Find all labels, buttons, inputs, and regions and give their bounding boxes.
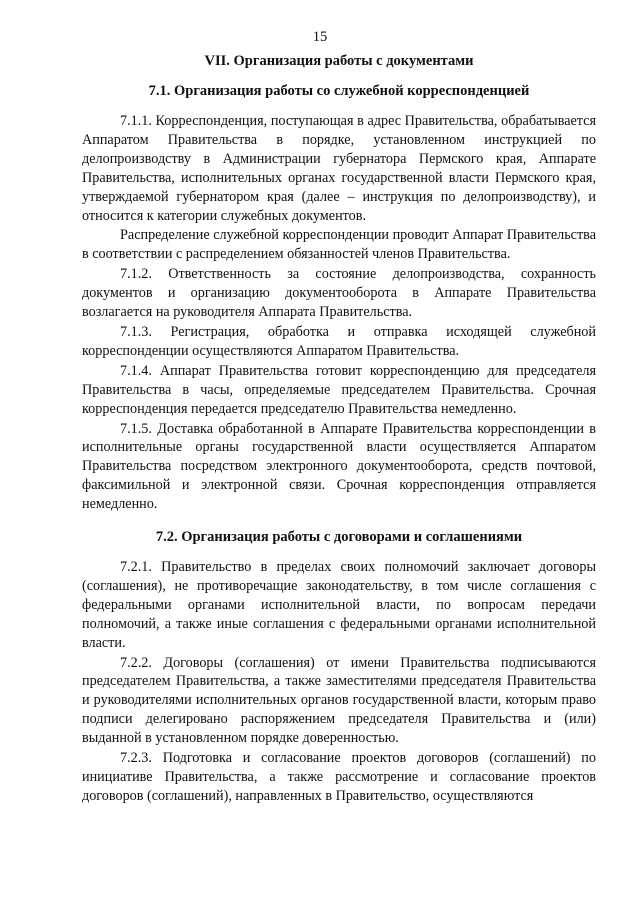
paragraph-7-1-4: 7.1.4. Аппарат Правительства готовит корреспонденцию для председателя Правительства в часы, определяемые председателем Правительства. Срочная корреспонденция передается председателю Правительства немедленно. xyxy=(82,362,596,417)
paragraph-7-2-2: 7.2.2. Договоры (соглашения) от имени Правительства подписываются председателем Правительства, а также заместителями председателя Правительства и руководителями исполнительных органов государственной власти, которым право подписи делегировано распоряжением председателя Правительства и (или) выданной в установленном порядке доверенностью. xyxy=(82,654,596,747)
paragraph-7-2-1: 7.2.1. Правительство в пределах своих полномочий заключает договоры (соглашения), не противоречащие законодательству, в том числе соглашения с федеральными органами исполнительной власти, по вопросам передачи полномочий, а также иные соглашения с федеральными органами исполнительной власти. xyxy=(82,559,596,651)
page-number: 15 xyxy=(312,29,328,45)
paragraph-7-1-2: 7.1.2. Ответственность за состояние делопроизводства, сохранность документов и организацию документооборота в Аппарате Правительства возлагается на руководителя Аппарата Правительства. xyxy=(82,266,596,321)
paragraph-7-1-3: 7.1.3. Регистрация, обработка и отправка исходящей служебной корреспонденции осуществляются Аппаратом Правительства. xyxy=(82,323,596,359)
page-content xyxy=(82,52,596,807)
paragraph-7-2-3: 7.2.3. Подготовка и согласование проектов договоров (соглашений) по инициативе Правительства, а также рассмотрение и согласование проектов договоров (соглашений), направленных в Правительство, осуществляются xyxy=(82,750,596,804)
subsection-title-7-1: 7.1. Организация работы со служебной корреспонденцией xyxy=(148,83,530,99)
subsection-title-7-2: 7.2. Организация работы с договорами и соглашениями xyxy=(155,529,523,546)
section-title: VII. Организация работы с документами xyxy=(204,53,474,69)
paragraph-7-1-5: 7.1.5. Доставка обработанной в Аппарате Правительства корреспонденции в исполнительные органы государственной власти осуществляется Аппаратом Правительства посредством электронного документооборота, средств почтовой, факсимильной и электронной связи. Срочная корреспонденция отправляется немедленно. xyxy=(82,420,596,513)
paragraph-7-1-1: 7.1.1. Корреспонденция, поступающая в адрес Правительства, обрабатывается Аппаратом Правительства в порядке, установленном инструкцией по делопроизводству в Администрации губернатора Пермского края, Аппарате Правительства, исполнительных органах государственной власти Пермского края, утверждаемой губернатором края (далее – инструкция по делопроизводству), и относится к категории служебных документов. xyxy=(82,113,596,224)
paragraph-distribution: Распределение служебной корреспонденции проводит Аппарат Правительства в соответствии с распределением обязанностей членов Правительства. xyxy=(82,227,596,263)
